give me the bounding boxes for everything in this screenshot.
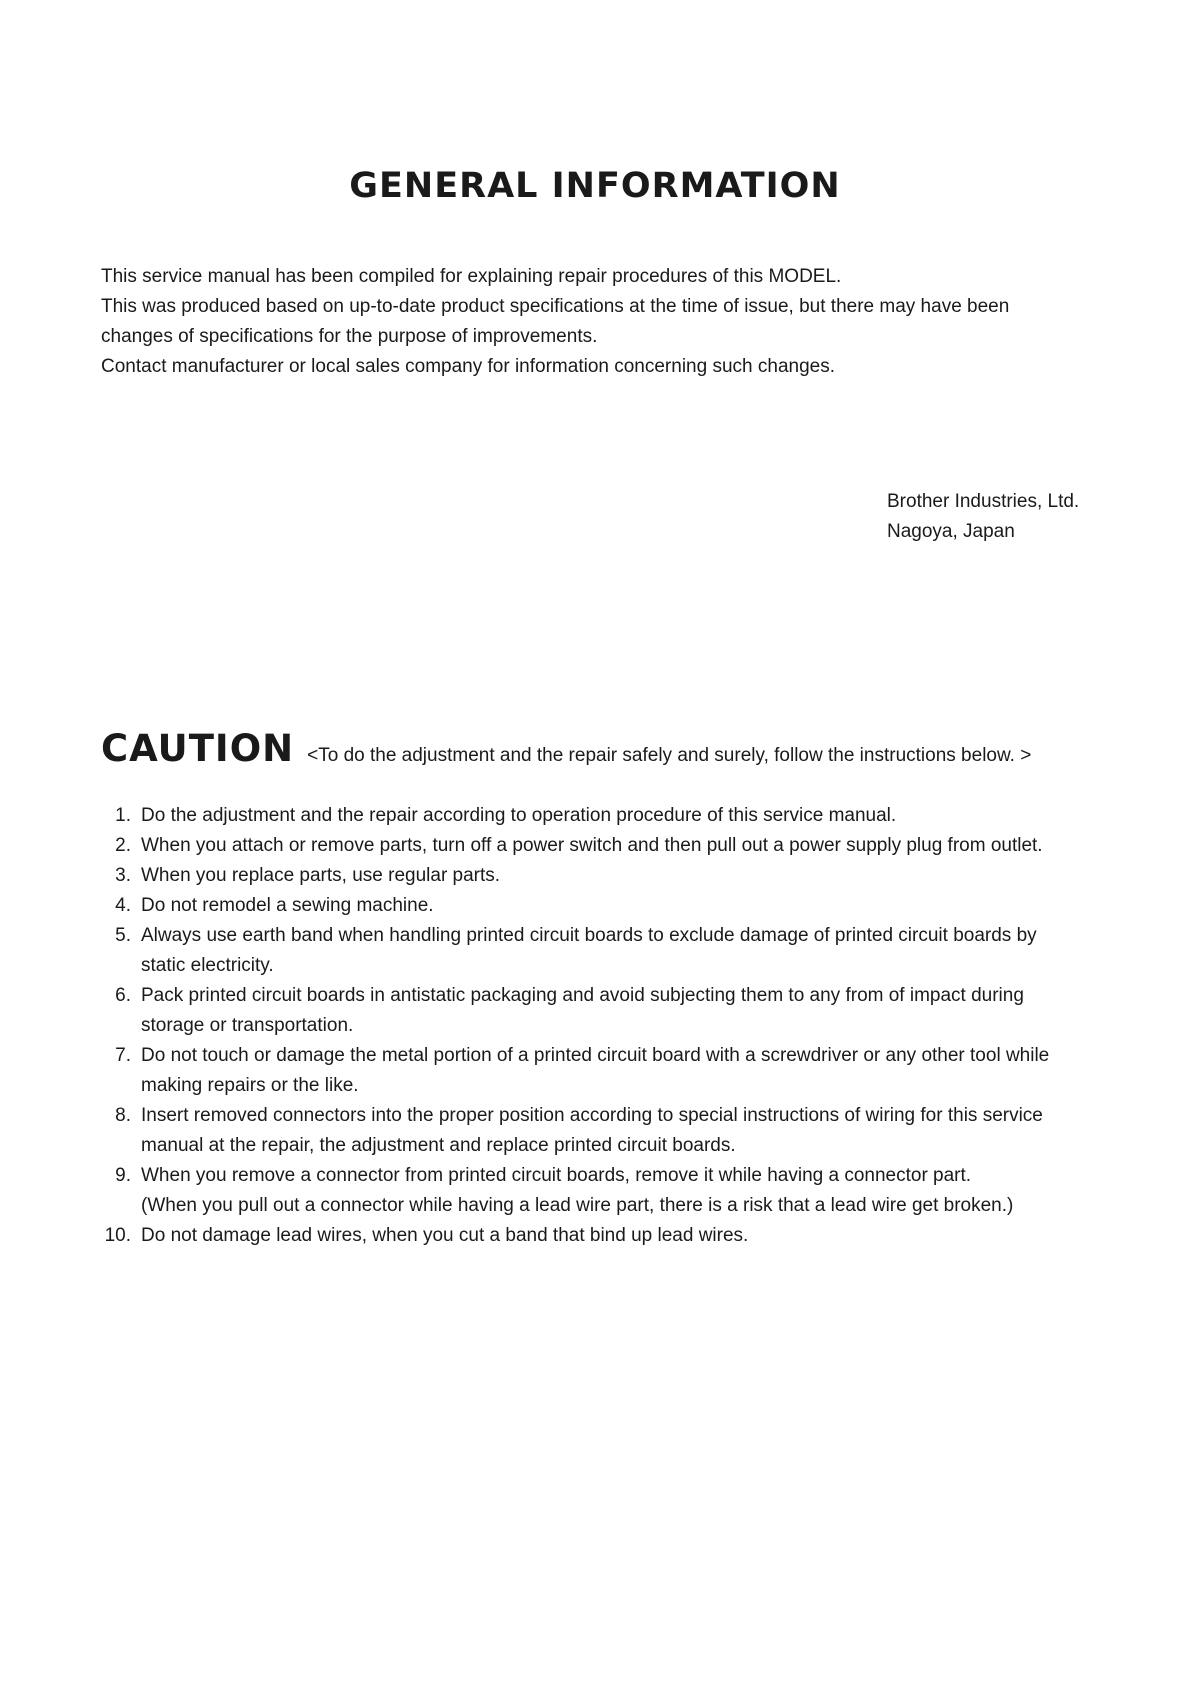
caution-item-text: storage or transportation. [141,1015,354,1036]
caution-item [101,1101,1111,1161]
caution-item-text: static electricity. [141,955,274,976]
intro-line: changes of specifications for the purpose of improvements. [101,326,598,347]
caution-item-number: 2. [115,835,131,856]
caution-item [101,1041,1111,1101]
caution-item-number: 5. [115,925,131,946]
caution-item-number: 9. [115,1165,131,1186]
caution-item-number: 1. [115,805,131,826]
intro-line: Contact manufacturer or local sales company for information concerning such changes. [101,356,835,377]
caution-item [101,981,1111,1041]
caution-item-text: When you replace parts, use regular parts. [141,865,501,886]
caution-item-number: 3. [115,865,131,886]
caution-item [101,1221,1111,1251]
caution-title: CAUTION [101,727,295,770]
caution-item [101,891,1111,921]
caution-item-number: 8. [115,1105,131,1126]
caution-item [101,831,1111,861]
caution-header [101,727,1031,770]
caution-item-text: (When you pull out a connector while having a lead wire part, there is a risk that a lead wire get broken.) [141,1195,1014,1216]
intro-paragraph [101,262,1101,382]
caution-item-number: 4. [115,895,131,916]
caution-item-text: When you remove a connector from printed circuit boards, remove it while having a connector part. [141,1165,972,1186]
caution-item-number: 10. [104,1225,131,1246]
caution-item-text: Insert removed connectors into the proper position according to special instructions of wiring for this service [141,1105,1043,1126]
caution-item-text: Do not touch or damage the metal portion of a printed circuit board with a screwdriver or any other tool while [141,1045,1050,1066]
caution-note: <To do the adjustment and the repair safely and surely, follow the instructions below. > [307,745,1032,766]
caution-item [101,801,1111,831]
company-location: Nagoya, Japan [887,521,1015,542]
caution-item [101,921,1111,981]
company-name: Brother Industries, Ltd. [887,491,1080,512]
caution-item-text: Always use earth band when handling printed circuit boards to exclude damage of printed circuit boards by [141,925,1037,946]
caution-item-number: 7. [115,1045,131,1066]
page-title: GENERAL INFORMATION [349,166,841,206]
caution-item-number: 6. [115,985,131,1006]
caution-list [101,801,1111,1251]
caution-item-text: manual at the repair, the adjustment and replace printed circuit boards. [141,1135,736,1156]
intro-line: This service manual has been compiled for explaining repair procedures of this MODEL. [101,266,842,287]
caution-item-text: Do not damage lead wires, when you cut a band that bind up lead wires. [141,1225,749,1246]
caution-item-text: Pack printed circuit boards in antistatic packaging and avoid subjecting them to any from of impact during [141,985,1024,1006]
caution-item-text: Do not remodel a sewing machine. [141,895,434,916]
caution-item-text: When you attach or remove parts, turn off a power switch and then pull out a power supply plug from outlet. [141,835,1043,856]
caution-item [101,1161,1111,1221]
caution-item-text: Do the adjustment and the repair according to operation procedure of this service manual. [141,805,897,826]
signature-block [887,487,1079,547]
intro-line: This was produced based on up-to-date product specifications at the time of issue, but there may have been [101,296,1010,317]
caution-item-text: making repairs or the like. [141,1075,359,1096]
caution-item [101,861,1111,891]
